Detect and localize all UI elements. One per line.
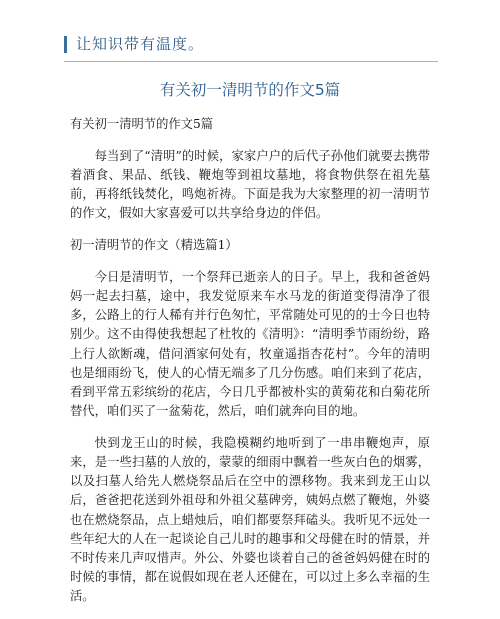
header-slogan: 让知识带有温度。: [76, 35, 205, 53]
document-title: 有关初一清明节的作文5篇: [159, 81, 341, 99]
section-heading: 初一清明节的作文（精选篇1）: [70, 238, 238, 253]
body-paragraph-2: 快到龙王山的时候，我隐模糊约地听到了一串串鞭炮声，原来，是一些扫墓的人放的，蒙蒙的细雨中飘着一些灰白色的烟雾，以及扫墓人给先人燃烧祭品后在空中的漂移物。我来到龙王山以后，爸爸把花送到外祖母和外祖父墓碑旁，姨妈点燃了鞭炮，外婆也在燃烧祭品，点上蜡烛后，咱们都要祭拜磕头。我听见不远处一些年纪大的人在一起谈论自己儿时的趣事和父母健在时的情景，并不时传来几声叹惜声。外公、外婆也谈着自己的爸爸妈妈健在时的时候的事情，都在说假如现在老人还健在，可以过上多么幸福的生活。: [70, 435, 430, 604]
body-paragraph-1: 今日是清明节，一个祭拜已逝亲人的日子。早上，我和爸爸妈妈一起去扫墓，途中，我发觉原来车水马龙的街道变得清净了很多，公路上的行人稀有并行色匆忙，平常随处可见的的士今日也特别少。这不由得使我想起了杜牧的《清明》：“清明季节雨纷纷，路上行人欲断魂，借问酒家何处有，牧童遥指杏花村”。今年的清明也是细雨纷飞，使人的心情无端多了几分伤感。咱们来到了花店，看到平常五彩缤纷的花店，今日几乎都被朴实的黄菊花和白菊花所替代，咱们买了一盆菊花，然后，咱们就奔向目的地。: [70, 269, 430, 419]
header-accent-bar: [64, 36, 67, 53]
document-body: [70, 115, 430, 619]
document-subtitle: 有关初一清明节的作文5篇: [70, 117, 214, 131]
page-header: [0, 0, 500, 60]
intro-paragraph: 每当到了“清明”的时候，家家户户的后代子孙他们就要去携带着酒食、果品、纸钱、鞭炮等到祖坟墓地，将食物供祭在祖先墓前，再将纸钱焚化，鸣炮祈祷。下面是我为大家整理的初一清明节的作文，假如大家喜爱可以共享给身边的伴侣。: [70, 148, 430, 221]
header-divider: [64, 61, 438, 62]
